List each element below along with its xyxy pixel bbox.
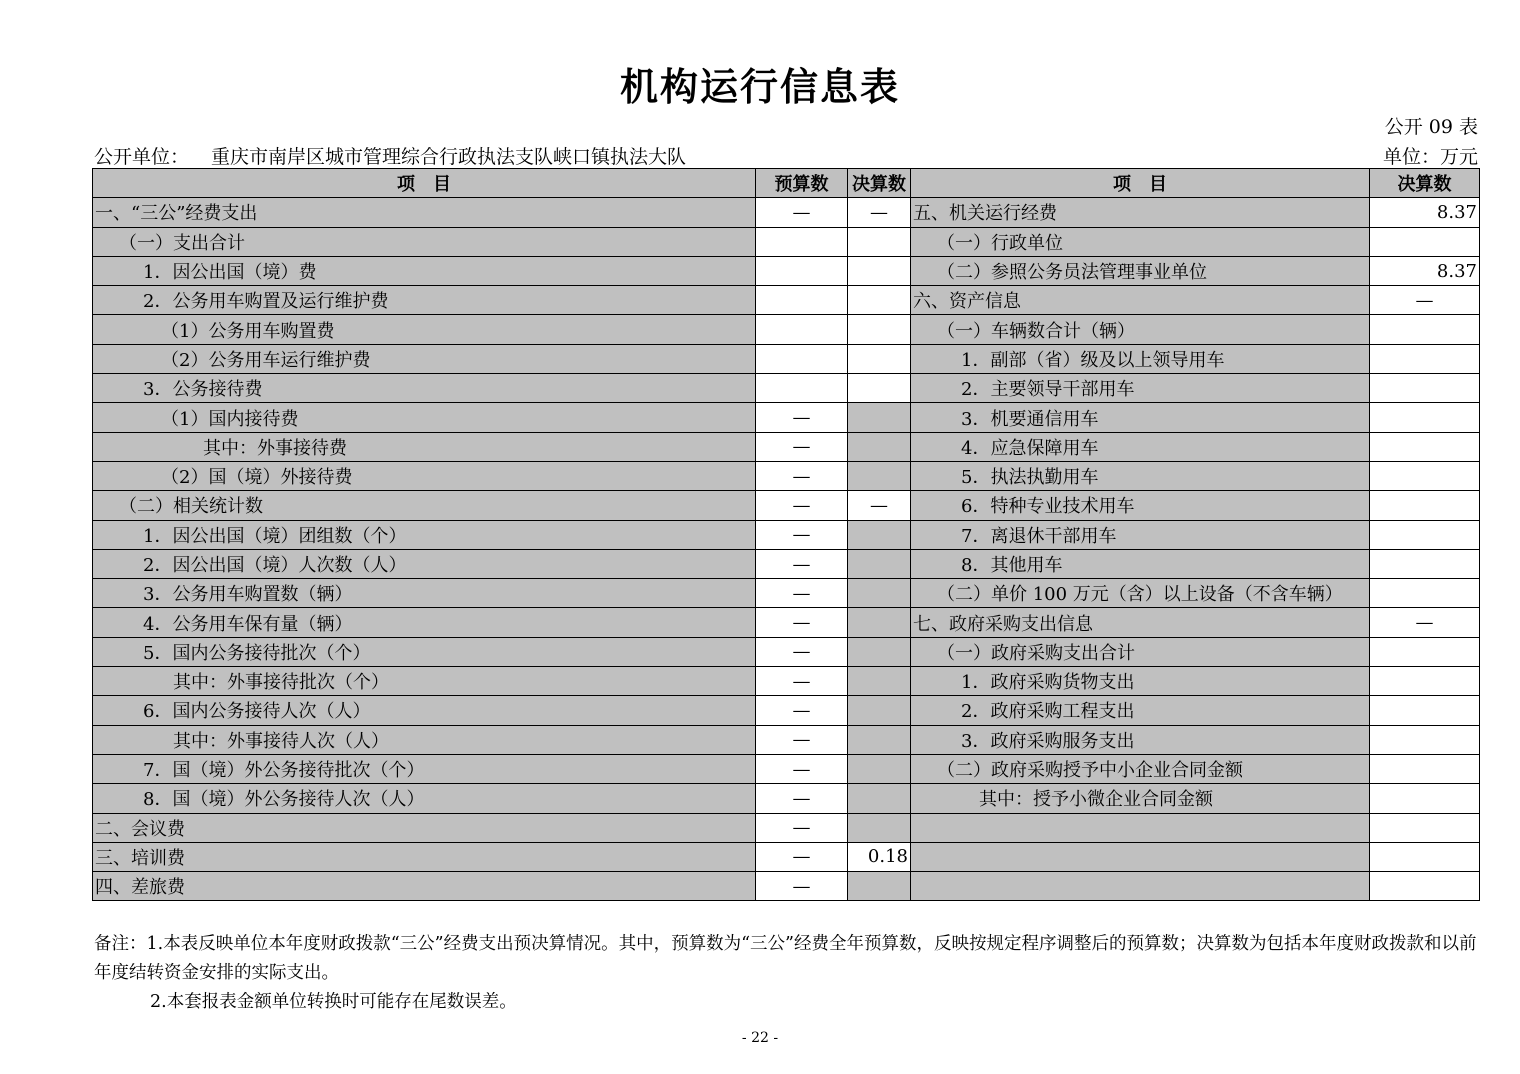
left-item-label: 三、培训费 bbox=[93, 842, 756, 871]
left-budget-value: — bbox=[756, 872, 848, 901]
left-budget-value: — bbox=[756, 549, 848, 578]
left-final-value bbox=[848, 403, 911, 432]
right-final-value bbox=[1370, 637, 1480, 666]
right-item-label: 4．应急保障用车 bbox=[911, 432, 1370, 461]
table-row bbox=[93, 491, 1480, 520]
table-row bbox=[93, 315, 1480, 344]
left-final-value bbox=[848, 227, 911, 256]
reporting-unit-name: 重庆市南岸区城市管理综合行政执法支队峡口镇执法大队 bbox=[211, 146, 687, 168]
right-item-label: （二）政府采购授予中小企业合同金额 bbox=[911, 754, 1370, 783]
right-final-value bbox=[1370, 315, 1480, 344]
table-row bbox=[93, 813, 1480, 842]
right-item-label: 8．其他用车 bbox=[911, 549, 1370, 578]
right-final-value bbox=[1370, 872, 1480, 901]
info-table bbox=[92, 168, 1480, 901]
left-budget-value: — bbox=[756, 579, 848, 608]
left-final-value bbox=[848, 344, 911, 373]
left-budget-value: — bbox=[756, 637, 848, 666]
left-final-value bbox=[848, 872, 911, 901]
left-final-value bbox=[848, 667, 911, 696]
left-final-value bbox=[848, 696, 911, 725]
left-item-label: 其中：外事接待批次（个） bbox=[93, 667, 756, 696]
right-final-value bbox=[1370, 227, 1480, 256]
table-row bbox=[93, 432, 1480, 461]
right-item-label: 7．离退休干部用车 bbox=[911, 520, 1370, 549]
right-item-label: 6．特种专业技术用车 bbox=[911, 491, 1370, 520]
table-row bbox=[93, 637, 1480, 666]
right-item-label bbox=[911, 872, 1370, 901]
left-final-value bbox=[848, 256, 911, 285]
table-row bbox=[93, 784, 1480, 813]
right-final-value bbox=[1370, 374, 1480, 403]
right-final-value: — bbox=[1370, 286, 1480, 315]
right-final-value bbox=[1370, 579, 1480, 608]
left-final-value bbox=[848, 813, 911, 842]
left-budget-value: — bbox=[756, 432, 848, 461]
left-final-value bbox=[848, 579, 911, 608]
left-budget-value: — bbox=[756, 491, 848, 520]
left-final-value bbox=[848, 754, 911, 783]
left-item-label: （2）公务用车运行维护费 bbox=[93, 344, 756, 373]
right-item-label: 3．政府采购服务支出 bbox=[911, 725, 1370, 754]
left-budget-value: — bbox=[756, 696, 848, 725]
left-final-value bbox=[848, 549, 911, 578]
right-final-value: — bbox=[1370, 608, 1480, 637]
right-final-value bbox=[1370, 784, 1480, 813]
right-final-value bbox=[1370, 725, 1480, 754]
left-budget-value bbox=[756, 344, 848, 373]
left-item-label: 3．公务用车购置数（辆） bbox=[93, 579, 756, 608]
left-item-label: （2）国（境）外接待费 bbox=[93, 461, 756, 490]
table-row bbox=[93, 725, 1480, 754]
left-item-label: 二、会议费 bbox=[93, 813, 756, 842]
page-title: 机构运行信息表 bbox=[619, 65, 900, 109]
right-item-label: 2．主要领导干部用车 bbox=[911, 374, 1370, 403]
left-budget-value: — bbox=[756, 667, 848, 696]
header-item-right: 项 目 bbox=[911, 169, 1370, 198]
table-row bbox=[93, 579, 1480, 608]
right-item-label: 2．政府采购工程支出 bbox=[911, 696, 1370, 725]
right-final-value bbox=[1370, 842, 1480, 871]
table-row bbox=[93, 461, 1480, 490]
table-row bbox=[93, 256, 1480, 285]
left-item-label: 其中：外事接待人次（人） bbox=[93, 725, 756, 754]
right-final-value bbox=[1370, 520, 1480, 549]
left-budget-value: — bbox=[756, 813, 848, 842]
left-item-label: 1．因公出国（境）费 bbox=[93, 256, 756, 285]
table-body bbox=[93, 198, 1480, 901]
reporting-unit-label: 公开单位： bbox=[94, 146, 190, 168]
left-budget-value: — bbox=[756, 725, 848, 754]
table-row bbox=[93, 344, 1480, 373]
form-number: 公开 09 表 bbox=[1384, 116, 1478, 138]
right-item-label: （一）政府采购支出合计 bbox=[911, 637, 1370, 666]
header-item-left: 项 目 bbox=[93, 169, 756, 198]
right-item-label: 五、机关运行经费 bbox=[911, 198, 1370, 227]
right-final-value bbox=[1370, 461, 1480, 490]
right-item-label: 5．执法执勤用车 bbox=[911, 461, 1370, 490]
left-item-label: 其中：外事接待费 bbox=[93, 432, 756, 461]
currency-unit: 单位：万元 bbox=[1382, 146, 1478, 168]
left-item-label: 6．国内公务接待人次（人） bbox=[93, 696, 756, 725]
right-item-label: （二）单价 100 万元（含）以上设备（不含车辆） bbox=[911, 579, 1370, 608]
left-final-value bbox=[848, 315, 911, 344]
right-item-label: 3．机要通信用车 bbox=[911, 403, 1370, 432]
table-row bbox=[93, 872, 1480, 901]
table-row bbox=[93, 198, 1480, 227]
right-final-value bbox=[1370, 667, 1480, 696]
right-final-value bbox=[1370, 432, 1480, 461]
right-final-value bbox=[1370, 549, 1480, 578]
left-budget-value bbox=[756, 227, 848, 256]
right-final-value bbox=[1370, 344, 1480, 373]
left-final-value: — bbox=[848, 491, 911, 520]
page-number: - 22 - bbox=[741, 1030, 779, 1046]
right-item-label: 1．副部（省）级及以上领导用车 bbox=[911, 344, 1370, 373]
header-row bbox=[93, 169, 1480, 198]
table-row bbox=[93, 403, 1480, 432]
right-final-value bbox=[1370, 754, 1480, 783]
left-final-value bbox=[848, 784, 911, 813]
left-budget-value: — bbox=[756, 842, 848, 871]
header-budget: 预算数 bbox=[756, 169, 848, 198]
left-final-value bbox=[848, 432, 911, 461]
table-row bbox=[93, 374, 1480, 403]
left-final-value bbox=[848, 725, 911, 754]
header-final-right: 决算数 bbox=[1370, 169, 1480, 198]
left-final-value bbox=[848, 286, 911, 315]
left-budget-value: — bbox=[756, 754, 848, 783]
left-final-value bbox=[848, 637, 911, 666]
right-item-label bbox=[911, 813, 1370, 842]
left-budget-value bbox=[756, 286, 848, 315]
left-item-label: 7．国（境）外公务接待批次（个） bbox=[93, 754, 756, 783]
left-budget-value bbox=[756, 315, 848, 344]
left-budget-value: — bbox=[756, 520, 848, 549]
notes bbox=[94, 930, 1484, 1017]
left-budget-value bbox=[756, 256, 848, 285]
right-final-value bbox=[1370, 491, 1480, 520]
right-item-label bbox=[911, 842, 1370, 871]
table-row bbox=[93, 520, 1480, 549]
table-row bbox=[93, 754, 1480, 783]
note-1: 备注：1.本表反映单位本年度财政拨款“三公”经费支出预决算情况。其中，预算数为“三公”经费全年预算数，反映按规定程序调整后的预算数；决算数为包括本年度财政拨款和以前年度结转资金安排的实际支出。 bbox=[94, 934, 1477, 983]
left-final-value: 0.18 bbox=[848, 842, 911, 871]
left-item-label: 一、“三公”经费支出 bbox=[93, 198, 756, 227]
left-item-label: 8．国（境）外公务接待人次（人） bbox=[93, 784, 756, 813]
left-item-label: 四、差旅费 bbox=[93, 872, 756, 901]
left-budget-value: — bbox=[756, 608, 848, 637]
right-item-label: 其中：授予小微企业合同金额 bbox=[911, 784, 1370, 813]
left-final-value bbox=[848, 520, 911, 549]
left-item-label: （二）相关统计数 bbox=[93, 491, 756, 520]
left-item-label: （1）国内接待费 bbox=[93, 403, 756, 432]
left-final-value: — bbox=[848, 198, 911, 227]
note-2: 2.本套报表金额单位转换时可能存在尾数误差。 bbox=[150, 992, 517, 1012]
table-row bbox=[93, 696, 1480, 725]
table-row bbox=[93, 608, 1480, 637]
table-row bbox=[93, 286, 1480, 315]
left-item-label: 1．因公出国（境）团组数（个） bbox=[93, 520, 756, 549]
right-item-label: （一）行政单位 bbox=[911, 227, 1370, 256]
table-row bbox=[93, 227, 1480, 256]
left-budget-value: — bbox=[756, 784, 848, 813]
right-final-value bbox=[1370, 813, 1480, 842]
left-item-label: （1）公务用车购置费 bbox=[93, 315, 756, 344]
right-final-value bbox=[1370, 696, 1480, 725]
left-budget-value: — bbox=[756, 461, 848, 490]
right-item-label: 1．政府采购货物支出 bbox=[911, 667, 1370, 696]
left-final-value bbox=[848, 461, 911, 490]
right-final-value: 8.37 bbox=[1370, 198, 1480, 227]
table-row bbox=[93, 667, 1480, 696]
left-item-label: （一）支出合计 bbox=[93, 227, 756, 256]
table-row bbox=[93, 549, 1480, 578]
left-final-value bbox=[848, 374, 911, 403]
right-item-label: 六、资产信息 bbox=[911, 286, 1370, 315]
reporting-unit bbox=[94, 142, 686, 169]
right-item-label: （一）车辆数合计（辆） bbox=[911, 315, 1370, 344]
left-budget-value bbox=[756, 374, 848, 403]
left-item-label: 4．公务用车保有量（辆） bbox=[93, 608, 756, 637]
left-item-label: 5．国内公务接待批次（个） bbox=[93, 637, 756, 666]
left-budget-value: — bbox=[756, 403, 848, 432]
table-row bbox=[93, 842, 1480, 871]
left-item-label: 2．因公出国（境）人次数（人） bbox=[93, 549, 756, 578]
right-final-value: 8.37 bbox=[1370, 256, 1480, 285]
left-final-value bbox=[848, 608, 911, 637]
left-item-label: 3．公务接待费 bbox=[93, 374, 756, 403]
right-final-value bbox=[1370, 403, 1480, 432]
right-item-label: 七、政府采购支出信息 bbox=[911, 608, 1370, 637]
left-item-label: 2．公务用车购置及运行维护费 bbox=[93, 286, 756, 315]
header-final-left: 决算数 bbox=[848, 169, 911, 198]
left-budget-value: — bbox=[756, 198, 848, 227]
right-item-label: （二）参照公务员法管理事业单位 bbox=[911, 256, 1370, 285]
